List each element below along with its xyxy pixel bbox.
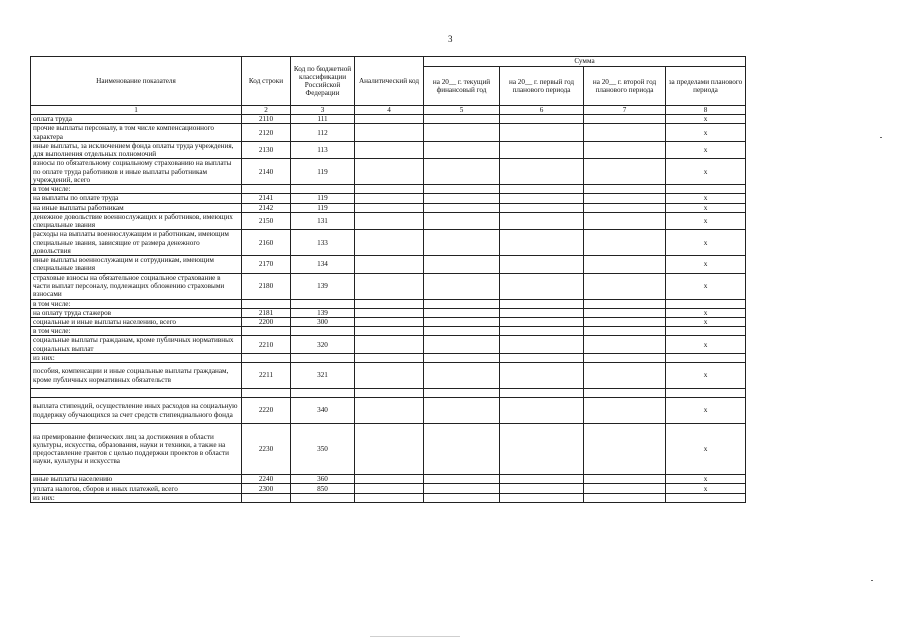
table-row xyxy=(31,212,746,229)
row-sum-current-year xyxy=(424,363,500,389)
row-sum-first-year xyxy=(500,299,584,308)
row-sum-second-year xyxy=(584,203,666,212)
row-sum-second-year xyxy=(584,327,666,336)
table-row xyxy=(31,353,746,362)
row-sum-second-year xyxy=(584,124,666,141)
row-sum-second-year xyxy=(584,159,666,185)
row-beyond-mark xyxy=(666,353,746,362)
row-beyond-mark: х xyxy=(666,203,746,212)
row-sum-second-year xyxy=(584,299,666,308)
row-line-code: 2110 xyxy=(242,115,291,124)
row-sum-second-year xyxy=(584,194,666,203)
row-name: страховые взносы на обязательное социальное страхование в части выплат персоналу, подлежащих обложению страховыми взносами xyxy=(31,273,242,299)
row-sum-current-year xyxy=(424,141,500,158)
row-line-code xyxy=(242,185,291,194)
row-analytic-code xyxy=(355,124,424,141)
row-budget-code xyxy=(291,299,355,308)
row-sum-first-year xyxy=(500,203,584,212)
row-budget-code: 321 xyxy=(291,363,355,389)
row-budget-code: 350 xyxy=(291,424,355,475)
row-sum-current-year xyxy=(424,299,500,308)
row-sum-first-year xyxy=(500,353,584,362)
row-sum-first-year xyxy=(500,124,584,141)
row-sum-first-year xyxy=(500,194,584,203)
col-header-analytic-code: Аналитический код xyxy=(355,57,424,106)
column-number: 2 xyxy=(242,106,291,115)
table-row xyxy=(31,318,746,327)
row-sum-current-year xyxy=(424,185,500,194)
row-budget-code xyxy=(291,389,355,398)
row-sum-first-year xyxy=(500,212,584,229)
row-sum-current-year xyxy=(424,494,500,503)
row-sum-second-year xyxy=(584,256,666,273)
row-analytic-code xyxy=(355,185,424,194)
row-sum-first-year xyxy=(500,494,584,503)
row-beyond-mark xyxy=(666,299,746,308)
row-sum-current-year xyxy=(424,336,500,353)
row-name: иные выплаты населению xyxy=(31,475,242,484)
row-line-code: 2150 xyxy=(242,212,291,229)
row-line-code: 2220 xyxy=(242,398,291,424)
row-sum-first-year xyxy=(500,363,584,389)
table-row xyxy=(31,299,746,308)
table-row xyxy=(31,308,746,317)
row-beyond-mark: х xyxy=(666,308,746,317)
row-sum-current-year xyxy=(424,327,500,336)
row-sum-current-year xyxy=(424,256,500,273)
row-budget-code xyxy=(291,353,355,362)
row-beyond-mark: х xyxy=(666,424,746,475)
row-beyond-mark: х xyxy=(666,484,746,494)
row-budget-code: 112 xyxy=(291,124,355,141)
row-analytic-code xyxy=(355,203,424,212)
row-sum-second-year xyxy=(584,475,666,484)
row-name: из них: xyxy=(31,494,242,503)
table-row xyxy=(31,494,746,503)
row-name: социальные выплаты гражданам, кроме публичных нормативных социальных выплат xyxy=(31,336,242,353)
row-line-code: 2181 xyxy=(242,308,291,317)
row-line-code: 2130 xyxy=(242,141,291,158)
row-name: взносы по обязательному социальному страхованию на выплаты по оплате труда работников и иные выплаты работникам учреждений, всего xyxy=(31,159,242,185)
row-budget-code: 340 xyxy=(291,398,355,424)
row-analytic-code xyxy=(355,115,424,124)
row-name: социальные и иные выплаты населению, всего xyxy=(31,318,242,327)
col-header-beyond: за пределами планового периода xyxy=(666,67,746,106)
row-budget-code: 850 xyxy=(291,484,355,494)
row-name: на премирование физических лиц за достижения в области культуры, искусства, образования, науки и техники, а также на предоставление грантов с целью поддержки проектов в области науки, культуры и искусства xyxy=(31,424,242,475)
row-sum-current-year xyxy=(424,203,500,212)
row-beyond-mark: х xyxy=(666,318,746,327)
row-analytic-code xyxy=(355,159,424,185)
table-row xyxy=(31,484,746,494)
row-sum-current-year xyxy=(424,308,500,317)
row-budget-code xyxy=(291,494,355,503)
row-sum-first-year xyxy=(500,475,584,484)
column-number: 3 xyxy=(291,106,355,115)
row-sum-first-year xyxy=(500,185,584,194)
row-line-code xyxy=(242,494,291,503)
row-analytic-code xyxy=(355,336,424,353)
row-sum-first-year xyxy=(500,141,584,158)
row-analytic-code xyxy=(355,299,424,308)
row-analytic-code xyxy=(355,308,424,317)
row-sum-second-year xyxy=(584,363,666,389)
table-row xyxy=(31,273,746,299)
row-sum-first-year xyxy=(500,484,584,494)
row-analytic-code xyxy=(355,353,424,362)
table-row xyxy=(31,203,746,212)
column-number: 4 xyxy=(355,106,424,115)
row-analytic-code xyxy=(355,327,424,336)
row-line-code: 2210 xyxy=(242,336,291,353)
row-name: в том числе: xyxy=(31,327,242,336)
row-sum-first-year xyxy=(500,398,584,424)
row-analytic-code xyxy=(355,273,424,299)
row-sum-second-year xyxy=(584,273,666,299)
table-row xyxy=(31,159,746,185)
table-row xyxy=(31,230,746,256)
col-header-current-year: на 20__ г. текущий финансовый год xyxy=(424,67,500,106)
row-sum-second-year xyxy=(584,115,666,124)
row-analytic-code xyxy=(355,194,424,203)
row-line-code xyxy=(242,389,291,398)
row-sum-current-year xyxy=(424,475,500,484)
row-budget-code: 113 xyxy=(291,141,355,158)
row-analytic-code xyxy=(355,212,424,229)
row-line-code xyxy=(242,353,291,362)
row-sum-second-year xyxy=(584,185,666,194)
row-line-code xyxy=(242,327,291,336)
col-header-first-year: на 20__ г. первый год планового периода xyxy=(500,67,584,106)
row-budget-code: 300 xyxy=(291,318,355,327)
table-row xyxy=(31,115,746,124)
column-number: 8 xyxy=(666,106,746,115)
row-line-code: 2120 xyxy=(242,124,291,141)
row-budget-code: 360 xyxy=(291,475,355,484)
row-line-code: 2211 xyxy=(242,363,291,389)
row-sum-second-year xyxy=(584,308,666,317)
row-beyond-mark: х xyxy=(666,124,746,141)
row-analytic-code xyxy=(355,389,424,398)
table-row xyxy=(31,389,746,398)
row-sum-current-year xyxy=(424,389,500,398)
row-sum-second-year xyxy=(584,230,666,256)
row-line-code: 2180 xyxy=(242,273,291,299)
row-sum-current-year xyxy=(424,424,500,475)
row-analytic-code xyxy=(355,363,424,389)
row-sum-first-year xyxy=(500,336,584,353)
row-sum-first-year xyxy=(500,273,584,299)
scan-artifact xyxy=(880,137,882,138)
row-line-code: 2170 xyxy=(242,256,291,273)
row-beyond-mark xyxy=(666,389,746,398)
table-row xyxy=(31,424,746,475)
table-row xyxy=(31,185,746,194)
table-row xyxy=(31,256,746,273)
row-name: из них: xyxy=(31,353,242,362)
row-beyond-mark: х xyxy=(666,159,746,185)
row-sum-first-year xyxy=(500,115,584,124)
row-beyond-mark: х xyxy=(666,398,746,424)
row-analytic-code xyxy=(355,230,424,256)
table-row xyxy=(31,194,746,203)
row-name: в том числе: xyxy=(31,185,242,194)
row-beyond-mark: х xyxy=(666,475,746,484)
row-sum-current-year xyxy=(424,273,500,299)
row-sum-second-year xyxy=(584,398,666,424)
row-sum-first-year xyxy=(500,159,584,185)
table-row xyxy=(31,336,746,353)
row-sum-second-year xyxy=(584,494,666,503)
row-beyond-mark: х xyxy=(666,336,746,353)
row-line-code: 2230 xyxy=(242,424,291,475)
row-sum-current-year xyxy=(424,115,500,124)
row-name xyxy=(31,389,242,398)
row-line-code: 2300 xyxy=(242,484,291,494)
row-analytic-code xyxy=(355,424,424,475)
column-number: 5 xyxy=(424,106,500,115)
row-sum-second-year xyxy=(584,389,666,398)
row-sum-first-year xyxy=(500,230,584,256)
row-sum-current-year xyxy=(424,318,500,327)
row-name: иные выплаты, за исключением фонда оплаты труда учреждения, для выполнения отдельных полномочий xyxy=(31,141,242,158)
row-name: на выплаты по оплате труда xyxy=(31,194,242,203)
column-number: 6 xyxy=(500,106,584,115)
row-line-code: 2142 xyxy=(242,203,291,212)
row-beyond-mark xyxy=(666,327,746,336)
page-number: 3 xyxy=(448,34,453,44)
budget-table xyxy=(30,56,746,503)
scan-artifact xyxy=(370,636,460,637)
row-analytic-code xyxy=(355,484,424,494)
table-row xyxy=(31,327,746,336)
col-header-budget-code: Код по бюджетной классификации Российской Федерации xyxy=(291,57,355,106)
table-row xyxy=(31,475,746,484)
row-analytic-code xyxy=(355,141,424,158)
row-beyond-mark: х xyxy=(666,115,746,124)
row-sum-first-year xyxy=(500,256,584,273)
column-number: 7 xyxy=(584,106,666,115)
row-sum-current-year xyxy=(424,484,500,494)
row-name: выплата стипендий, осуществление иных расходов на социальную поддержку обучающихся за счет средств стипендиального фонда xyxy=(31,398,242,424)
row-beyond-mark: х xyxy=(666,194,746,203)
col-header-sum: Сумма xyxy=(424,57,746,67)
row-sum-first-year xyxy=(500,318,584,327)
row-analytic-code xyxy=(355,318,424,327)
row-name: на иные выплаты работникам xyxy=(31,203,242,212)
row-sum-current-year xyxy=(424,353,500,362)
table-row xyxy=(31,124,746,141)
row-name: на оплату труда стажеров xyxy=(31,308,242,317)
col-header-line-code: Код строки xyxy=(242,57,291,106)
row-budget-code: 111 xyxy=(291,115,355,124)
row-sum-second-year xyxy=(584,484,666,494)
row-sum-second-year xyxy=(584,336,666,353)
row-analytic-code xyxy=(355,398,424,424)
row-line-code: 2141 xyxy=(242,194,291,203)
row-name: прочие выплаты персоналу, в том числе компенсационного характера xyxy=(31,124,242,141)
row-name: иные выплаты военнослужащим и сотрудникам, имеющим специальные звания xyxy=(31,256,242,273)
row-budget-code xyxy=(291,327,355,336)
row-budget-code: 139 xyxy=(291,308,355,317)
row-name: уплата налогов, сборов и иных платежей, всего xyxy=(31,484,242,494)
header-row xyxy=(31,57,746,67)
row-sum-current-year xyxy=(424,398,500,424)
row-line-code xyxy=(242,299,291,308)
row-sum-second-year xyxy=(584,353,666,362)
row-beyond-mark: х xyxy=(666,230,746,256)
row-sum-second-year xyxy=(584,212,666,229)
row-name: расходы на выплаты военнослужащим и работникам, имеющим специальные звания, зависящие от размера денежного довольствия xyxy=(31,230,242,256)
row-sum-first-year xyxy=(500,389,584,398)
row-budget-code: 131 xyxy=(291,212,355,229)
row-sum-second-year xyxy=(584,318,666,327)
col-header-second-year: на 20__ г. второй год планового периода xyxy=(584,67,666,106)
table-body xyxy=(31,115,746,503)
row-budget-code: 119 xyxy=(291,194,355,203)
row-sum-current-year xyxy=(424,124,500,141)
row-sum-first-year xyxy=(500,327,584,336)
row-budget-code xyxy=(291,185,355,194)
row-line-code: 2140 xyxy=(242,159,291,185)
row-beyond-mark: х xyxy=(666,363,746,389)
row-name: пособия, компенсации и иные социальные выплаты гражданам, кроме публичных нормативных обязательств xyxy=(31,363,242,389)
row-beyond-mark: х xyxy=(666,256,746,273)
row-budget-code: 119 xyxy=(291,203,355,212)
row-beyond-mark: х xyxy=(666,141,746,158)
scan-artifact xyxy=(871,580,873,581)
row-line-code: 2200 xyxy=(242,318,291,327)
row-beyond-mark: х xyxy=(666,273,746,299)
table-row xyxy=(31,363,746,389)
row-sum-first-year xyxy=(500,424,584,475)
col-header-name: Наименование показателя xyxy=(31,57,242,106)
row-sum-second-year xyxy=(584,141,666,158)
row-beyond-mark xyxy=(666,494,746,503)
row-budget-code: 320 xyxy=(291,336,355,353)
row-name: в том числе: xyxy=(31,299,242,308)
row-name: денежное довольствие военнослужащих и работников, имеющих специальные звания xyxy=(31,212,242,229)
row-sum-first-year xyxy=(500,308,584,317)
row-line-code: 2160 xyxy=(242,230,291,256)
column-number-row xyxy=(31,106,746,115)
table-row xyxy=(31,141,746,158)
row-budget-code: 139 xyxy=(291,273,355,299)
column-number: 1 xyxy=(31,106,242,115)
row-sum-current-year xyxy=(424,212,500,229)
row-sum-current-year xyxy=(424,194,500,203)
row-beyond-mark: х xyxy=(666,212,746,229)
row-budget-code: 119 xyxy=(291,159,355,185)
row-name: оплата труда xyxy=(31,115,242,124)
row-sum-second-year xyxy=(584,424,666,475)
row-sum-current-year xyxy=(424,230,500,256)
table-row xyxy=(31,398,746,424)
row-analytic-code xyxy=(355,256,424,273)
row-analytic-code xyxy=(355,475,424,484)
row-beyond-mark xyxy=(666,185,746,194)
row-sum-current-year xyxy=(424,159,500,185)
row-budget-code: 134 xyxy=(291,256,355,273)
row-line-code: 2240 xyxy=(242,475,291,484)
row-analytic-code xyxy=(355,494,424,503)
row-budget-code: 133 xyxy=(291,230,355,256)
